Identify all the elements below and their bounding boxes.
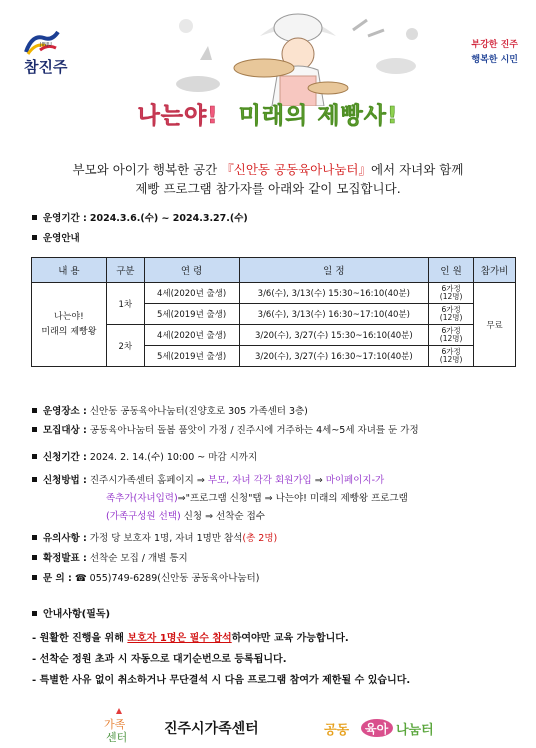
method-text-e: 족추가(자녀입력) — [106, 493, 178, 504]
family-center-logo — [103, 706, 135, 744]
nanumteo-logo — [322, 714, 442, 744]
schedule-cell: 3/6(수), 3/13(수) 16:30~17:10(40분) — [239, 304, 429, 325]
notice-line3: - 특별한 사유 없이 취소하거나 무단결석 시 다음 프로그램 참여가 제한될 수 있습니다. — [32, 675, 411, 686]
age-cell: 5세(2019년 출생) — [144, 346, 239, 367]
target-label: 모집대상 : — [43, 425, 87, 436]
guide-heading: 운영안내 — [43, 233, 80, 244]
bullet-square-icon — [32, 408, 37, 413]
svg-text:육아: 육아 — [365, 722, 389, 736]
chef-illustration — [168, 6, 428, 106]
confirm-label: 확정발표 : — [43, 553, 87, 564]
note-row — [32, 531, 277, 547]
title-part2: 미래의 제빵사! — [238, 103, 399, 129]
round1-cell: 1차 — [106, 283, 144, 325]
age-cell: 4세(2020년 출생) — [144, 325, 239, 346]
intro-line1-b: 에서 자녀와 함께 — [370, 162, 464, 177]
period-label: 운영기간 : — [43, 213, 87, 224]
header-count: 인 원 — [429, 258, 474, 283]
page-title — [0, 97, 536, 130]
bullet-square-icon — [32, 477, 37, 482]
bullet-square-icon — [32, 611, 37, 616]
method-text-h: 신청 ⇒ 선착순 접수 — [180, 511, 265, 522]
round2-cell: 2차 — [106, 325, 144, 367]
notice-heading: 안내사항(필독) — [43, 609, 111, 620]
notice-heading-row — [32, 606, 110, 624]
count-cell — [429, 304, 474, 325]
method-text-f: ⇒"프로그램 신청"탭 ⇒ 나는야! 미래의 제빵왕 프로그램 — [177, 493, 408, 504]
note-red: (총 2명) — [242, 533, 278, 544]
period-row — [32, 211, 248, 227]
header-fee: 참가비 — [474, 258, 516, 283]
city-logo-text: 참진주 — [24, 58, 68, 76]
method-row — [32, 472, 408, 526]
bullet-square-icon — [32, 555, 37, 560]
apply-period-row — [32, 450, 257, 466]
notice-line1-a: - 원활한 진행을 위해 — [32, 633, 128, 644]
notice-line1 — [32, 630, 349, 648]
schedule-table — [31, 257, 516, 367]
svg-text:나눔터: 나눔터 — [396, 723, 434, 738]
family-center-logo-text-1: 가족 — [104, 718, 126, 731]
method-line2 — [32, 490, 408, 508]
note-value: 가정 당 보호자 1명, 자녀 1명만 참석 — [89, 533, 243, 544]
slogan-line1: 부강한 진주 — [471, 40, 518, 50]
contact-value: ☎ 055)749-6289(신안동 공동육아나눔터) — [74, 573, 260, 584]
bullet-square-icon — [32, 427, 37, 432]
notice-line1-b: 하여야만 교육 가능합니다. — [231, 633, 349, 644]
method-text-d: 마이페이지-가 — [325, 475, 385, 486]
method-line3 — [32, 508, 408, 526]
count-families: 6가정 — [441, 284, 461, 293]
table-header-row — [32, 258, 516, 283]
table-row — [32, 283, 516, 304]
age-cell: 5세(2019년 출생) — [144, 304, 239, 325]
intro-line1-a: 부모와 아이가 행복한 공간 — [72, 162, 222, 177]
slogan-line2: 행복한 시민 — [471, 55, 518, 65]
note-label: 유의사항 : — [43, 533, 87, 544]
contact-label: 문 의 : — [43, 573, 72, 584]
method-text-b: 부모, 자녀 각각 회원가입 — [207, 475, 312, 486]
place-label: 운영장소 : — [43, 406, 87, 417]
nanumteo-logo-mark — [322, 714, 442, 744]
contact-row — [32, 571, 259, 587]
schedule-cell: 3/20(수), 3/27(수) 16:30~17:10(40분) — [239, 346, 429, 367]
program-name-cell — [32, 283, 107, 367]
count-families: 6가정 — [441, 326, 461, 335]
intro-highlight: 『신안동 공동육아나눔터』 — [221, 162, 371, 177]
fee-cell: 무료 — [474, 283, 516, 367]
center-name: 진주시가족센터 — [164, 721, 259, 737]
city-logo — [18, 28, 68, 80]
method-text-a: 진주시가족센터 홈페이지 ⇒ — [89, 475, 208, 486]
bullet-square-icon — [32, 575, 37, 580]
place-value: 신안동 공동육아나눔터(진양호로 305 가족센터 3층) — [89, 406, 308, 417]
intro-line1 — [0, 160, 536, 179]
count-cell — [429, 283, 474, 304]
confirm-row — [32, 551, 188, 567]
method-text-c: ⇒ — [311, 475, 326, 486]
method-line1 — [32, 472, 408, 490]
intro-text — [0, 160, 536, 198]
bullet-square-icon — [32, 235, 37, 240]
apply-period-label: 신청기간 : — [43, 452, 87, 463]
target-value: 공동육아나눔터 돌봄 품앗이 가정 / 진주시에 거주하는 4세~5세 자녀를 둔 가정 — [89, 425, 419, 436]
count-people: (12명) — [439, 313, 463, 322]
notice-line2: - 선착순 정원 초과 시 자동으로 대기순번으로 등록됩니다. — [32, 654, 287, 665]
schedule-cell: 3/20(수), 3/27(수) 15:30~16:10(40분) — [239, 325, 429, 346]
place-row — [32, 404, 308, 420]
header-age: 연 령 — [144, 258, 239, 283]
count-families: 6가정 — [441, 347, 461, 356]
method-text-g: (가족구성원 선택) — [106, 511, 181, 522]
svg-text:공동: 공동 — [324, 723, 350, 738]
count-people: (12명) — [439, 355, 463, 364]
city-logo-small-text: JINJU — [40, 42, 52, 48]
count-people: (12명) — [439, 334, 463, 343]
program-name-line2: 미래의 제빵왕 — [41, 326, 97, 337]
header-content: 내 용 — [32, 258, 107, 283]
target-row — [32, 423, 419, 439]
guide-heading-row — [32, 231, 80, 247]
bullet-square-icon — [32, 215, 37, 220]
notice-line1-underline: 보호자 1명은 필수 참석 — [127, 633, 232, 644]
count-families: 6가정 — [441, 305, 461, 314]
count-cell — [429, 325, 474, 346]
schedule-cell: 3/6(수), 3/13(수) 15:30~16:10(40분) — [239, 283, 429, 304]
confirm-value: 선착순 모집 / 개별 통지 — [89, 553, 188, 564]
bullet-square-icon — [32, 535, 37, 540]
count-cell — [429, 346, 474, 367]
age-cell: 4세(2020년 출생) — [144, 283, 239, 304]
apply-period-value: 2024. 2. 14.(수) 10:00 ~ 마감 시까지 — [89, 452, 258, 463]
method-label: 신청방법 : — [43, 475, 87, 486]
bullet-square-icon — [32, 454, 37, 459]
count-people: (12명) — [439, 292, 463, 301]
period-value: 2024.3.6.(수) ~ 2024.3.27.(수) — [89, 213, 248, 224]
city-slogan — [471, 38, 518, 68]
program-name-line1: 나는야! — [54, 311, 84, 322]
header-round: 구분 — [106, 258, 144, 283]
family-center-logo-text-2: 센터 — [106, 731, 128, 744]
intro-line2: 제빵 프로그램 참가자를 아래와 같이 모집합니다. — [135, 181, 401, 196]
header-schedule: 일 정 — [239, 258, 429, 283]
title-part1: 나는야! — [137, 103, 219, 129]
